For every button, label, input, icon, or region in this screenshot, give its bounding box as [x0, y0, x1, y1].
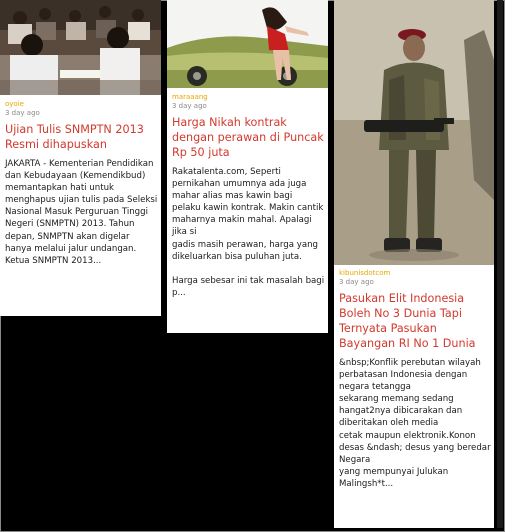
article-source[interactable]: maraaang — [172, 93, 208, 101]
article-thumbnail-exam-hall — [0, 0, 161, 95]
article-source[interactable]: kibunisdotcom — [339, 269, 391, 277]
article-card-snmptn[interactable] — [0, 0, 161, 316]
article-meta — [172, 93, 325, 299]
article-meta — [5, 100, 158, 267]
article-source[interactable]: oyoie — [5, 100, 24, 108]
article-card-pasukan-elit[interactable] — [334, 0, 494, 528]
article-card-nikah-kontrak[interactable] — [167, 0, 328, 333]
article-title[interactable]: Ujian Tulis SNMPTN 2013 Resmi dihapuskan — [5, 123, 144, 151]
article-excerpt: Rakatalenta.com, Seperti pernikahan umumnya ada juga mahar alias mas kawin bagi pelaku kawin kontrak. Makin cantik maharnya makin mahal. Apalagi jika si gadis masih perawan, harga yang dikeluarkan bisa puluhan juta. Harga sebesar ini tak masalah bagi p... — [172, 167, 325, 298]
article-time: 3 day ago — [339, 278, 374, 286]
article-excerpt: JAKARTA - Kementerian Pendidikan dan Kebudayaan (Kemendikbud) memantapkan hati untuk menghapus ujian tulis pada Seleksi Nasional Masuk Perguruan Tinggi Negeri (SNMPTN) 2013. Tahun depan, SNMPTN akan digelar hanya melalui jalur undangan. Ketua SNMPTN 2013... — [5, 159, 158, 266]
article-thumbnail-woman-car — [167, 0, 328, 88]
article-time: 3 day ago — [5, 109, 40, 117]
article-meta — [339, 269, 491, 490]
article-title[interactable]: Harga Nikah kontrak dengan perawan di Puncak Rp 50 juta — [172, 116, 324, 159]
article-time: 3 day ago — [172, 102, 207, 110]
article-title[interactable]: Pasukan Elit Indonesia Boleh No 3 Dunia Tapi Ternyata Pasukan Bayangan RI No 1 Dunia — [339, 292, 476, 350]
scrollbar-track[interactable] — [497, 0, 503, 528]
article-excerpt: &nbsp;Konflik perebutan wilayah perbatasan Indonesia dengan negara tetangga sekarang memang sedang hangat2nya dibicarakan dan diberitakan oleh media cetak maupun elektronik.Konon desas &ndash; desus yang beredar Negara yang mempunyai Julukan Malingsh*t... — [339, 358, 491, 489]
article-thumbnail-soldier — [334, 0, 494, 265]
